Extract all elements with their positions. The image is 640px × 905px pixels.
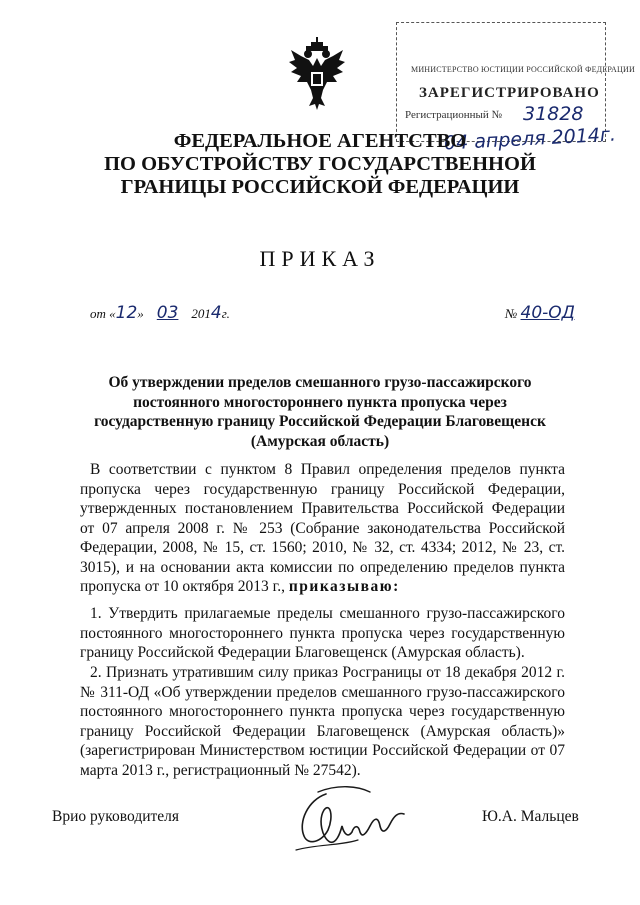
order-item-2: 2. Признать утратившим силу приказ Росграницы от 18 декабря 2012 г. № 311-ОД «Об утверждении пределов смешанного грузо-пассажирского постоянного многостороннего пункта пропуска через государственную границу Российской Федерации Благовещенск (Амурская область)» (зарегистрирован Министерством юстиции Российской Федерации от 07 марта 2013 г., регистрационный № 27542). bbox=[80, 664, 565, 779]
order-item-1: 1. Утвердить прилагаемые пределы смешанного грузо-пассажирского постоянного многостороннего пункта пропуска через государственную границу Российской Федерации Благовещенск (Амурская область). bbox=[80, 605, 565, 661]
registration-stamp bbox=[396, 22, 635, 142]
date-sep: » bbox=[137, 306, 144, 321]
number-value: 40-ОД bbox=[520, 303, 575, 323]
basis-paragraph bbox=[80, 460, 565, 597]
stamp-regnum-value: 31828 bbox=[523, 103, 584, 125]
agency-line-3: ГРАНИЦЫ РОССИЙСКОЙ ФЕДЕРАЦИИ bbox=[120, 176, 520, 198]
stamp-handwritten-date: 04 апреля 2014г. bbox=[443, 123, 617, 155]
order-word: приказываю: bbox=[288, 578, 400, 595]
order-date bbox=[90, 303, 230, 323]
document-type-title: ПРИКАЗ bbox=[259, 246, 381, 271]
basis-text: В соответствии с пунктом 8 Правил определения пределов пункта пропуска через государственную границу Российской Федерации, утвержденных постановлением Правительства Российской Федерации от 07 апреля 2008 г. № 253 (Собрание законодательства Российской Федерации, 2008, № 15, ст. 1560; 2010, № 32, ст. 4334; 2012, № 23, ст. 3015), и на основании акта комиссии по определению пределов пункта пропуска от 10 октября 2013 г., bbox=[80, 461, 565, 595]
stamp-registered-text: ЗАРЕГИСТРИРОВАНО bbox=[419, 85, 600, 101]
stamp-regnum-label: Регистрационный № bbox=[405, 109, 503, 121]
date-year-digit: 4 bbox=[210, 303, 222, 323]
agency-line-2: ПО ОБУСТРОЙСТВУ ГОСУДАРСТВЕННОЙ bbox=[104, 153, 536, 175]
stamp-ministry-text: МИНИСТЕРСТВО ЮСТИЦИИ РОССИЙСКОЙ ФЕДЕРАЦИИ bbox=[411, 65, 635, 74]
signatory-name: Ю.А. Мальцев bbox=[482, 808, 579, 825]
date-month: 03 bbox=[156, 303, 179, 323]
agency-heading bbox=[90, 130, 550, 199]
number-prefix: № bbox=[505, 306, 518, 321]
handwritten-signature bbox=[278, 780, 418, 860]
order-number bbox=[505, 303, 575, 323]
date-year-prefix: 201 bbox=[191, 306, 211, 321]
signatory-title: Врио руководителя bbox=[52, 808, 180, 825]
coat-of-arms-emblem bbox=[283, 36, 351, 112]
date-prefix: от « bbox=[90, 306, 116, 321]
order-subject: Об утверждении пределов смешанного грузо-пассажирского постоянного многостороннего пункта пропуска через государственную границу Российской Федерации Благовещенск (Амурская область) bbox=[94, 374, 546, 450]
agency-line-1: ФЕДЕРАЛЬНОЕ АГЕНТСТВО bbox=[173, 130, 467, 152]
date-day: 12 bbox=[115, 303, 138, 323]
date-suffix: г. bbox=[221, 306, 230, 321]
